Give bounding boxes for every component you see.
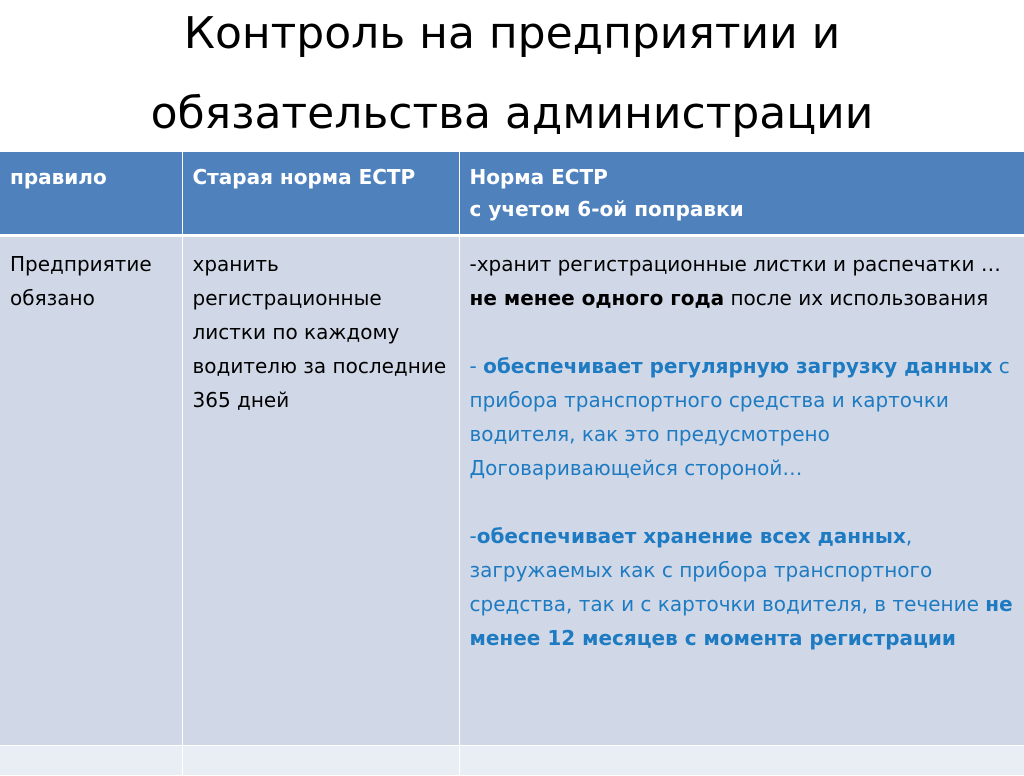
slide-title bbox=[0, 0, 1024, 154]
slide-title-line-1: Контроль на предприятии и bbox=[183, 8, 841, 59]
paragraph-gap bbox=[470, 315, 1015, 349]
p3-text-c: , загружаемых как с прибора транспортного средства, так и с карточки водителя, в течение bbox=[469, 524, 986, 616]
cell-old-norm: хранить регистрационные листки по каждому водителю за последние 365 дней bbox=[182, 236, 459, 746]
paragraph-gap bbox=[470, 485, 1015, 519]
header-old-norm: Старая норма ЕСТР bbox=[182, 152, 459, 236]
empty-cell bbox=[459, 746, 1024, 776]
empty-cell bbox=[182, 746, 459, 776]
empty-cell bbox=[0, 746, 182, 776]
p2-text-a: - bbox=[469, 354, 484, 378]
p1-text-a: -хранит регистрационные листки и распечатки … bbox=[469, 252, 1001, 276]
header-new-norm bbox=[459, 152, 1024, 236]
new-norm-paragraph-2 bbox=[470, 349, 1015, 485]
cell-rule: Предприятие обязано bbox=[0, 236, 182, 746]
p3-text-a: - bbox=[469, 524, 477, 548]
header-new-norm-line-1: Норма ЕСТР bbox=[469, 165, 608, 189]
p3-emphasis-2: не менее 12 месяцев с момента регистрации bbox=[469, 592, 1013, 650]
table-row-empty bbox=[0, 746, 1024, 776]
cell-new-norm bbox=[459, 236, 1024, 746]
p3-emphasis: обеспечивает хранение всех данных bbox=[476, 524, 906, 548]
slide-title-line-2: обязательства администрации bbox=[150, 88, 874, 139]
new-norm-paragraph-3 bbox=[470, 519, 1015, 655]
table-row bbox=[0, 236, 1024, 746]
new-norm-paragraph-1 bbox=[470, 247, 1015, 315]
table-header-row bbox=[0, 152, 1024, 236]
p2-text-c: с прибора транспортного средства и карточки водителя, как это предусмотрено Договаривающейся стороной… bbox=[469, 354, 1010, 480]
p1-text-c: после их использования bbox=[724, 286, 989, 310]
comparison-table bbox=[0, 152, 1024, 776]
p2-emphasis: обеспечивает регулярную загрузку данных bbox=[483, 354, 993, 378]
p1-emphasis: не менее одного года bbox=[469, 286, 725, 310]
header-new-norm-line-2: с учетом 6-ой поправки bbox=[469, 197, 744, 221]
header-rule: правило bbox=[0, 152, 182, 236]
